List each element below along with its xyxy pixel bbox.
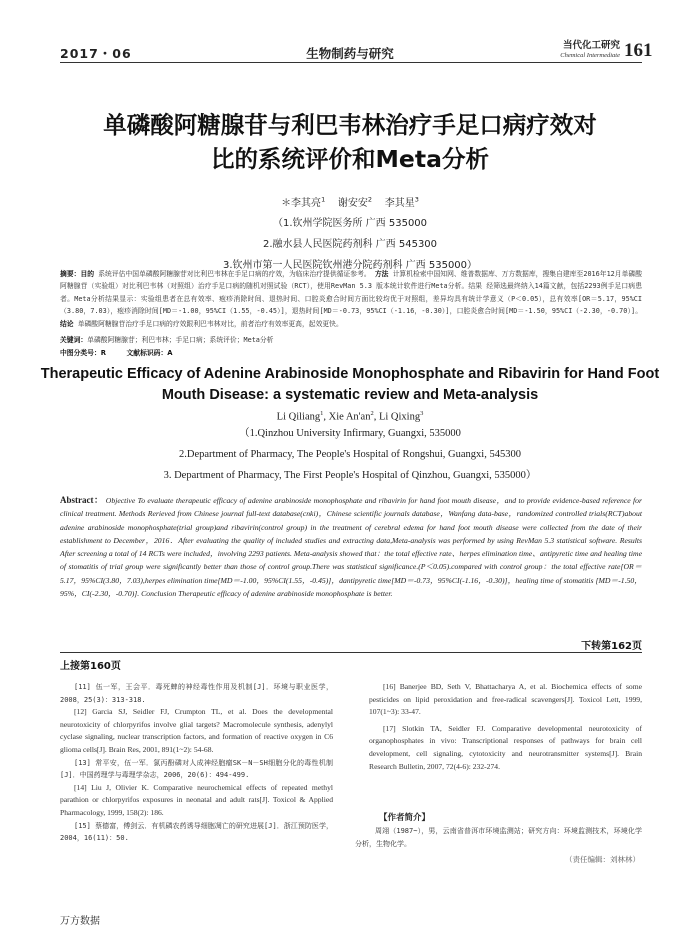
en-affiliation-3: 3. Department of Pharmacy, The First People's Hospital of Qinzhou, Guangxi, 535000） xyxy=(163,470,537,481)
author-3: 李其星 xyxy=(384,198,415,209)
continued-from-label: 上接第160页 xyxy=(60,661,121,672)
reference-item: [15] 蔡德富，傅剑云．有机磷农药诱导细胞凋亡的研究进展[J]．浙江预防医学，2004，16(11)：50. xyxy=(60,821,333,843)
issue-label: 2017・06 xyxy=(60,46,132,61)
en-author-1: Li Qiliang xyxy=(276,411,321,423)
en-author-2: Xie An'an xyxy=(328,411,371,423)
reference-item: [17] Slotkin TA, Seidler FJ. Comparative developmental neurotoxicity of organophosphates in vivo: Transcriptional responses of pathways for brain cell development, cell signaling, cytotoxicity and neurotransmitter systems[J]. Brain Research Bulletin, 2007, 72(4-6): 232-274. xyxy=(369,723,642,771)
journal-name-en: Chemical Intermediate xyxy=(560,51,620,59)
continued-on-label: 下转第162页 xyxy=(581,641,642,652)
cn-title-line-2: 比的系统评价和Meta分析 xyxy=(211,145,489,173)
author-1: ＊李其亮 xyxy=(281,198,322,209)
method-label: 方法 xyxy=(374,270,389,278)
abstract-objective: 系统评估中国单磷酸阿糖腺苷对比利巴韦林在手足口病的疗效，为临床治疗提供循证参考。 xyxy=(98,270,371,278)
en-affiliation-2: 2.Department of Pharmacy, The People's Hospital of Rongshui, Guangxi, 545300 xyxy=(179,449,521,460)
cn-affiliation-3: 3.钦州市第一人民医院钦州港分院药剂科 广西 535000） xyxy=(222,260,478,271)
page-number: 161 xyxy=(624,40,653,61)
en-author-3: Li Qixing xyxy=(378,411,421,423)
reference-item: [11] 伍一军，王会平．毒死蜱的神经毒性作用及机制[J]．环境与职业医学，2008，25(3)：313-318. xyxy=(60,683,333,704)
en-author-3-sup: 3 xyxy=(420,410,424,417)
reference-item: [14] Liu J, Olivier K. Comparative neurochemical effects of repeated methyl parathion or chlorpyrifos exposures in neonatal and adult rats[J]. Toxicol & Applied Pharmacology, 1999, 158(2): 186. xyxy=(60,782,333,817)
section-title: 生物制药与研究 xyxy=(306,46,394,61)
en-affiliation-1: （1.Qinzhou University Infirmary, Guangxi, 535000 xyxy=(239,428,461,439)
cn-keywords xyxy=(60,334,642,346)
cn-affiliation-1: （1.钦州学院医务所 广西 535000 xyxy=(272,218,428,229)
editor-credit: （责任编辑：刘林林） xyxy=(565,855,640,864)
keywords-text: 单磷酸阿糖腺苷；利巴韦林；手足口病；系统评价；Meta分析 xyxy=(87,336,274,344)
cn-abstract xyxy=(60,268,642,330)
cn-affiliation-2: 2.融水县人民医院药剂科 广西 545300 xyxy=(262,239,438,250)
conclusion-label: 结论 xyxy=(60,319,74,328)
author-1-sup: 1 xyxy=(321,195,326,204)
header-rule xyxy=(60,62,642,63)
author-2-sup: 2 xyxy=(367,195,373,204)
abstract-method-results: 计算机检索中国知网、维普数据库、万方数据库，搜集自建库至2016年12月单磷酸阿糖腺苷（实验组）对比利巴韦林（对照组）治疗手足口病的随机对照试验（RCT），使用RevMan 5.3 版本统计软件进行Meta分析。结果 经筛选最终纳入14篇文献，包括2293例手足口病患者。Meta分析结果显示：实验组患者在总有效率、疱疹消除时间、退热时间、口腔炎愈合时间方面比较均优于对照组，差异均具有统计学意义（P＜0.05），总有效率[OR＝5.17，95%CI（3.80，7.03），疱疹消除时间[MD＝-1.00，95%CI（1.55，-0.45）]，退热时间[MD＝-0.73，95%CI（-1.16，-0.30）]，口腔炎愈合时间[MD＝-1.50，95%CI（-2.30，-0.70）]。 xyxy=(60,270,643,316)
abstract-label: 摘要：目的 xyxy=(60,270,95,278)
en-title-line-2: Mouth Disease: a systematic review and Meta-analysis xyxy=(161,387,539,403)
author-3-sup: 3 xyxy=(414,195,419,204)
cn-title-line-1: 单磷酸阿糖腺苷与利巴韦林治疗手足口病疗效对 xyxy=(103,111,597,139)
author-2: 谢安安 xyxy=(337,198,368,209)
author-intro-text: 周翊（1987~），男，云南省普洱市环境监测站；研究方向：环境监测技术，环境化学分析，生物化学。 xyxy=(355,827,642,848)
en-abstract-text: Objective To evaluate therapeutic efficacy of adenine arabinoside monophosphate and ribavirin for hand foot mouth disease，and to provide evidence-based reference for clinical treatment. Methods Rerieved from Chinese journal full-text database(cnki)，Chinese scientific journals database，Wanfang data-base，randomized controlled trials(RCT)about adenine arabinoside monophosphate(trial group)and ribavirin(control group) in the treatment of cerebral edema for hand foot mouth disease were collected from the date of their establishment to December，2016．After evaluating the quality of included studies and extracting data,Meta-analysis was performed by using RevMan 5.3 statistical software. Results After screening a total of 14 RCTs were included，involving 2293 patients. Meta-analysis showed that：the total effective rate、herpes elimination time、antipyretic time and healing time of stomatitis of trial group were significantly better than those of control group.There was statistical significance.(P＜0.05).compared with control group：the total effective rate[OR＝5.17，95%CI(3.80，7.03),herpes elimination time[MD＝-1.00，95%CI(1.55，-0.45)]，dantipyretic time[MD＝-0.73，95%CI(-1.16，-0.30)]，healing time of stomatitis [MD＝-1.50，95%，CI(-2.30，-0.70)]. Conclusion Therapeutic efficacy of adenine arabinoside monophosphate is better. xyxy=(60,496,643,599)
class-number: 中图分类号：R xyxy=(60,349,107,357)
reference-item: [16] Banerjee BD, Seth V, Bhattacharya A, et al. Biochemica effects of some pesticides on lipid peroxidation and free-radical scavengers[J]. Toxicol Lett, 1999, 107(1~3): 33-47. xyxy=(369,682,642,717)
journal-name-cn: 当代化工研究 xyxy=(562,40,620,51)
en-abstract xyxy=(60,494,642,600)
reference-item: [12] Garcia SJ, Seidler FJ, Crumpton TL, et al. Does the developmental neurotoxicity of chlorpyrifos involve glial targets? Macromolecule synthesis, adenylyl cyclase signaling, nuclear transcription factors, and formation of reactive oxygen in C6 glioma cells[J]. Brain Res, 2001, 891(1~2): 54-68. xyxy=(60,707,333,754)
cn-authors xyxy=(0,194,700,209)
references-left-column xyxy=(60,681,333,845)
cn-classification xyxy=(60,347,642,359)
doc-code: 文献标识码：A xyxy=(126,349,173,357)
references-right-column xyxy=(369,681,642,773)
en-author-2-sup: 2 xyxy=(370,410,374,417)
journal-logo xyxy=(520,41,620,59)
en-title-line-1: Therapeutic Efficacy of Adenine Arabinoside Monophosphate and Ribavirin for Hand Foot xyxy=(40,366,660,382)
footer-watermark: 万方数据 xyxy=(60,916,100,927)
en-author-1-sup: 1 xyxy=(320,410,324,417)
keywords-label: 关键词： xyxy=(60,336,88,344)
en-abstract-label: Abstract： xyxy=(60,495,104,505)
reference-item: [13] 常平安，伍一军．氯丙酚磷对人成神经胞瘤SK－N－SH细胞分化的毒性机制[J]．中国药理学与毒理学杂志，2006，20(6)：494-499. xyxy=(60,758,333,780)
en-authors: Li Qiliang$^1$, Xie $An'an^2$, Li Qixing$^3$ xyxy=(276,410,424,423)
abstract-conclusion: 单磷酸阿糖腺苷治疗手足口病的疗效跟利巴韦林对比，前者治疗有效率更高，起效更快。 xyxy=(77,319,343,328)
section-divider xyxy=(60,652,642,653)
author-intro-heading: 【作者简介】 xyxy=(379,813,431,823)
